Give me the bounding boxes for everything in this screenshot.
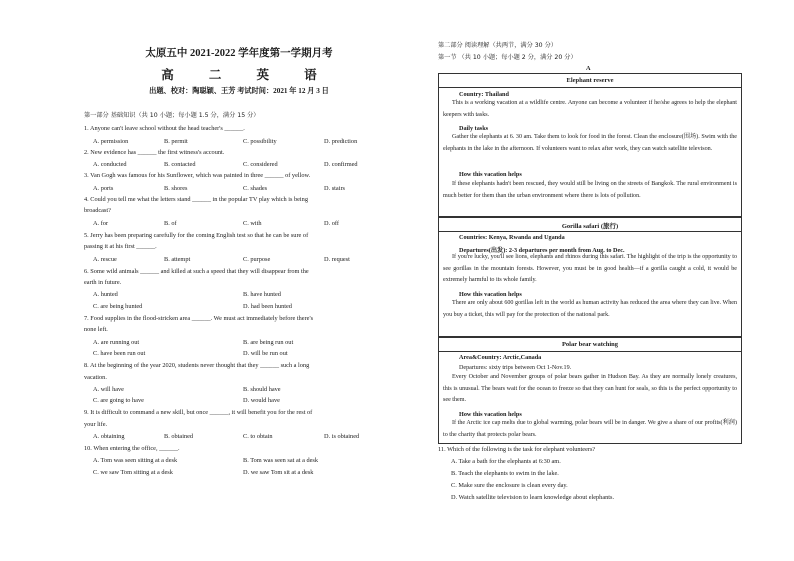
q9-option-b: B. obtained — [164, 433, 194, 440]
q10-option-a: A. Tom was seen sitting at a desk — [93, 457, 178, 464]
q6-option-b: B. have hunted — [243, 291, 281, 298]
q2-option-b: B. contacted — [164, 161, 196, 168]
q1-option-b: B. permit — [164, 138, 188, 145]
question-4-stem-line1: 4. Could you tell me what the letters stand ______ in the popular TV play which is being — [84, 196, 308, 203]
q8-option-a: A. will have — [93, 386, 124, 393]
q5-option-b: B. attempt — [164, 256, 191, 263]
question-8-stem-line2: vacation. — [84, 374, 107, 381]
question-6-stem-line1: 6. Some wild animals ______ and killed at such a speed that they will disappear from the — [84, 268, 309, 275]
gorilla-description: If you're lucky, you'll see lions, elephants and rhinos during this safari. The highlight of the trip is the opportunity to see gorillas in the mountain forests. However, you must be in good health—if a gorilla caught a cold, it would be extremely harmful to its whole family. — [443, 254, 737, 284]
polar-bear-box — [438, 337, 742, 444]
q7-option-d: D. will be run out — [243, 350, 288, 357]
elephant-reserve-title: Elephant reserve — [566, 77, 614, 84]
part2-heading: 第二部分 阅读理解（共两节，满分 30 分） — [438, 42, 557, 49]
gorilla-helps-heading: How this vacation helps — [459, 291, 522, 298]
question-11-stem: 11. Which of the following is the task for elephant volunteers? — [438, 446, 596, 453]
box-divider — [439, 351, 741, 352]
question-6-stem-line2: earth in future. — [84, 279, 122, 286]
question-7-stem-line2: none left. — [84, 326, 108, 333]
q4-option-a: A. for — [93, 220, 109, 227]
polar-bear-title: Polar bear watching — [561, 341, 619, 348]
q7-option-c: C. have been run out — [93, 350, 146, 357]
q9-option-d: D. is obtained — [324, 433, 360, 440]
q3-option-d: D. stairs — [324, 185, 345, 192]
exam-meta: 出题、校对：陶聪颖、王芳 考试时间：2021 年 12 月 3 日 — [149, 87, 329, 95]
q7-option-b: B. are being run out — [243, 339, 294, 346]
q6-option-a: A. hunted — [93, 291, 118, 298]
q11-option-c: C. Make sure the enclosure is clean every day. — [451, 482, 568, 489]
q5-option-c: C. purpose — [243, 256, 271, 263]
q10-option-d: D. we saw Tom sit at a desk — [243, 469, 314, 476]
elephant-helps-heading: How this vacation helps — [459, 171, 522, 178]
q1-option-a: A. permission — [93, 138, 129, 145]
elephant-daily-tasks-heading: Daily tasks — [459, 125, 489, 132]
q10-option-c: C. we saw Tom sitting at a desk — [93, 469, 173, 476]
q5-option-a: A. rescue — [93, 256, 117, 263]
box-divider — [439, 87, 741, 88]
question-7-stem-line1: 7. Food supplies in the flood-stricken area ______. We must act immediately before there's — [84, 315, 314, 322]
q2-option-d: D. confirmed — [324, 161, 358, 168]
polar-bear-helps: If the Arctic ice cap melts due to global warming, polar bears will be in danger. We give a share of our profits(利润) to the charity that protects polar bears. — [443, 420, 737, 438]
q4-option-c: C. with — [243, 220, 262, 227]
gorilla-safari-box — [438, 217, 742, 337]
question-8-stem-line1: 8. At the beginning of the year 2020, students never thought that they ______ such a long — [84, 362, 310, 369]
polar-bear-description: Every October and November groups of polar bears gather in Hudson Bay. As they are normally lonely creatures, this is unusual. The bears wait for the ocean to freeze so that they can hunt for seals, so this is the perfect opportunity to see them. — [443, 374, 737, 404]
elephant-helps: If these elephants hadn't been rescued, they would still be living on the streets of Bangkok. The rural environment is much better for them than the urban environment where there is lots of pollution. — [443, 181, 737, 199]
elephant-intro: This is a working vacation at a wildlife centre. Anyone can become a volunteer if he/she agrees to help the elephant keepers with tasks. — [443, 100, 737, 118]
question-3-stem: 3. Van Gogh was famous for his Sunflower, which was painted in three ______ of yellow. — [84, 172, 311, 179]
q9-option-c: C. to obtain — [243, 433, 273, 440]
gorilla-safari-title: Gorilla safari (旅行) — [561, 223, 619, 230]
q10-option-b: B. Tom was seen sat at a desk — [243, 457, 318, 464]
part1-heading: 第一部分 基础知识（共 10 小题；每小题 1.5 分，满分 15 分） — [84, 112, 260, 119]
q8-option-b: B. should have — [243, 386, 281, 393]
q1-option-d: D. prediction — [324, 138, 358, 145]
q4-option-d: D. off — [324, 220, 339, 227]
question-5-stem-line2: passing it at his first ______. — [84, 243, 157, 250]
q11-option-b: B. Teach the elephants to swim in the lake. — [451, 470, 559, 477]
q8-option-c: C. are going to have — [93, 397, 144, 404]
q3-option-b: B. shores — [164, 185, 188, 192]
exam-title: 太原五中 2021-2022 学年度第一学期月考 — [145, 48, 333, 59]
subject-title: 高 二 英 语 — [161, 68, 333, 82]
q6-option-c: C. are being hunted — [93, 303, 143, 310]
question-9-stem-line2: your life. — [84, 421, 108, 428]
q9-option-a: A. obtaining — [93, 433, 125, 440]
q11-option-d: D. Watch satellite television to learn knowledge about elephants. — [451, 494, 615, 501]
q8-option-d: D. would have — [243, 397, 280, 404]
question-9-stem-line1: 9. It is difficult to command a new skill, but once ______, it will benefit you for the rest of — [84, 409, 313, 416]
elephant-reserve-box — [438, 73, 742, 217]
q4-option-b: B. of — [164, 220, 177, 227]
part2-section1-heading: 第一节 （共 10 小题；每小题 2 分，满分 20 分） — [438, 54, 577, 61]
q3-option-c: C. shades — [243, 185, 268, 192]
question-4-stem-line2: broadcast? — [84, 207, 111, 214]
q7-option-a: A. are running out — [93, 339, 140, 346]
elephant-daily-tasks: Gather the elephants at 6. 30 am. Take them to look for food in the forest. Clean the enclosure(围场). Swim with the elephants in the lake in the afternoon. If volunteers want to relax after work, they can watch satellite televison. — [443, 134, 737, 152]
q6-option-d: D. had been hunted — [243, 303, 292, 310]
question-2-stem: 2. New evidence has ______ the first witness's account. — [84, 149, 225, 156]
q5-option-d: D. request — [324, 256, 350, 263]
q11-option-a: A. Take a bath for the elephants at 6:30 am. — [451, 458, 561, 465]
question-1-stem: 1. Anyone can't leave school without the head teacher's ______. — [84, 125, 245, 132]
box-divider — [439, 231, 741, 232]
gorilla-helps: There are only about 600 gorillas left in the world as human activity has reduced the area where they can live. When you buy a ticket, this will pay for the protection of the national park. — [443, 300, 737, 318]
elephant-country: Country: Thailand — [459, 91, 509, 98]
question-10-stem: 10. When entering the office, ______. — [84, 445, 180, 452]
q1-option-c: C. possibility — [243, 138, 277, 145]
gorilla-countries: Countries: Kenya, Rwanda and Uganda — [459, 234, 565, 241]
polar-bear-helps-heading: How this vacation helps — [459, 411, 522, 418]
passage-letter: A — [586, 65, 591, 72]
question-5-stem-line1: 5. Jerry has been preparing carefully for the coming English test so that he can be sure of — [84, 232, 309, 239]
q2-option-c: C. considered — [243, 161, 278, 168]
gorilla-departures: Departures(出发): 2-3 departures per month from Aug. to Dec. — [459, 247, 625, 254]
q3-option-a: A. ports — [93, 185, 114, 192]
polar-bear-area: Area&Country: Arctic,Canada — [459, 354, 542, 361]
q2-option-a: A. conducted — [93, 161, 127, 168]
polar-bear-departures: Departures: sixty trips between Oct 1-Nov.19. — [459, 365, 572, 371]
